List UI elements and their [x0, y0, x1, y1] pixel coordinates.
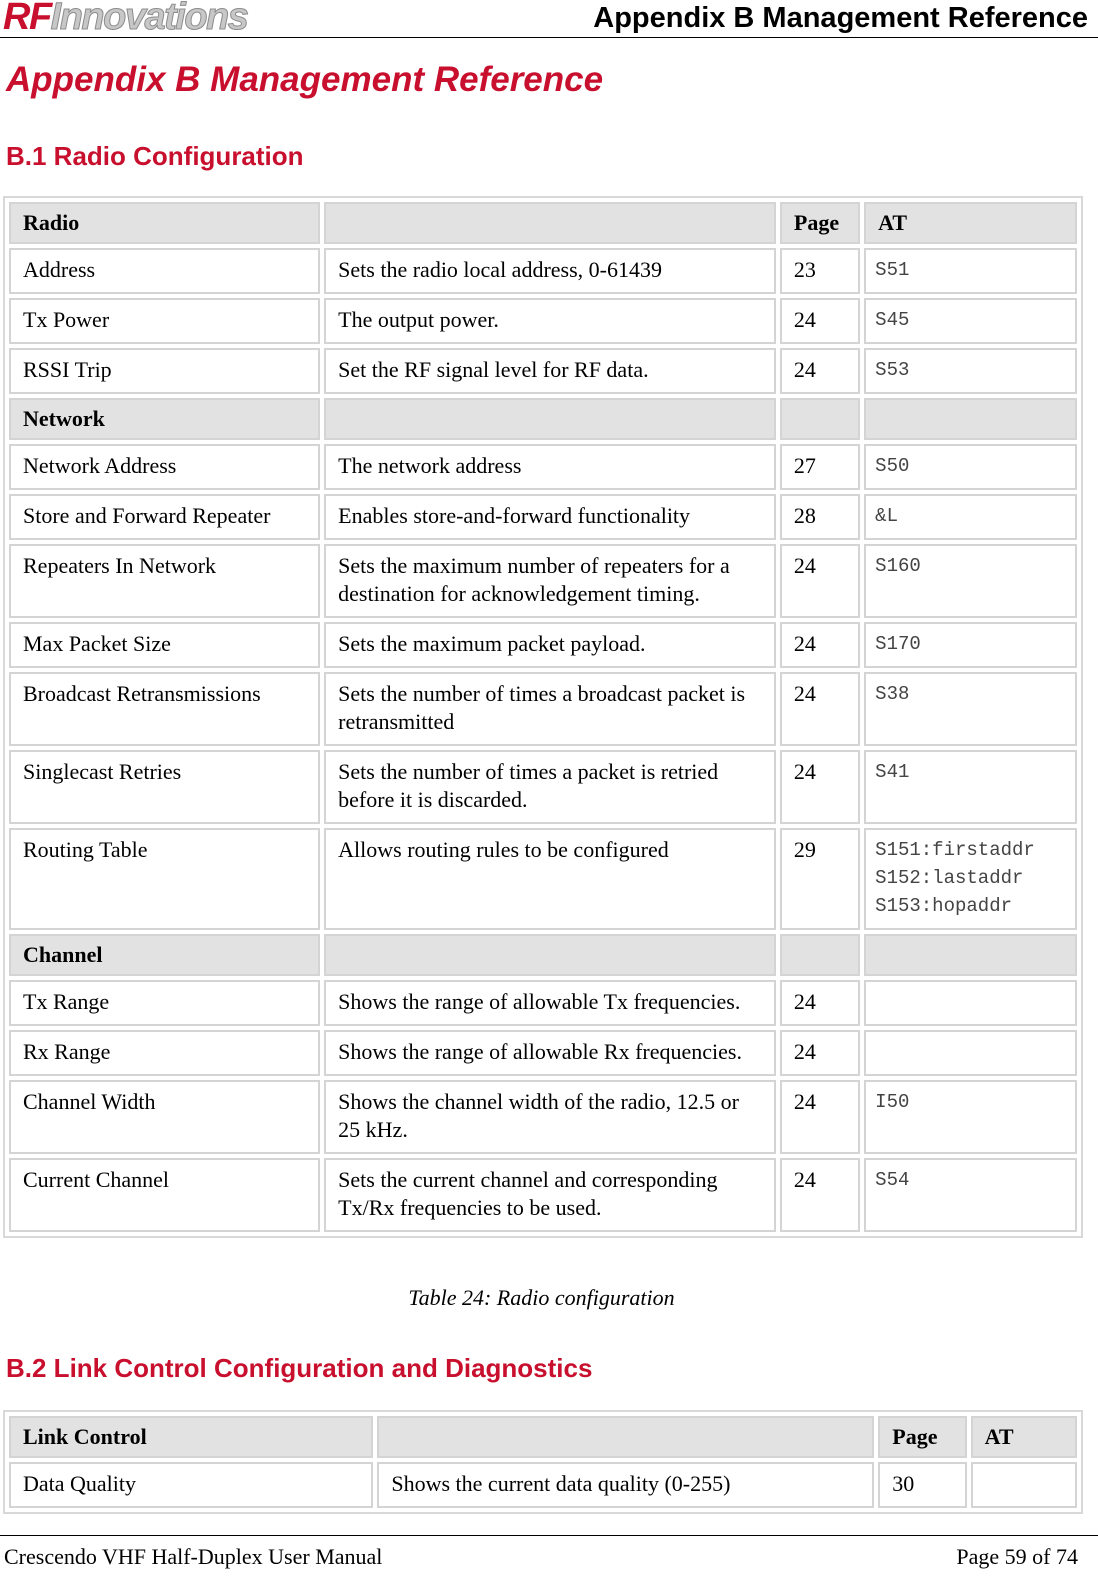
cell-description: Sets the number of times a broadcast packet is retransmitted: [324, 672, 776, 746]
table-row: [9, 672, 1077, 746]
cell-at-command: S50: [864, 444, 1077, 490]
cell-description: [324, 934, 776, 976]
cell-description: Sets the maximum number of repeaters for a destination for acknowledgement timing.: [324, 544, 776, 618]
cell-page: Page: [878, 1416, 966, 1458]
cell-page: 24: [780, 622, 860, 668]
table-group-header: [9, 934, 1077, 976]
page-title: Appendix B Management Reference: [6, 60, 604, 99]
cell-name: Repeaters In Network: [9, 544, 320, 618]
cell-page: 29: [780, 828, 860, 930]
cell-at-command: S151:firstaddr S152:lastaddr S153:hopaddr: [864, 828, 1077, 930]
cell-at-command: S170: [864, 622, 1077, 668]
cell-at-command: S38: [864, 672, 1077, 746]
cell-at-command: [971, 1462, 1077, 1508]
table-row: [9, 348, 1077, 394]
table-row: [9, 494, 1077, 540]
cell-description: Shows the current data quality (0-255): [377, 1462, 874, 1508]
cell-page: 30: [878, 1462, 966, 1508]
page-header: [0, 0, 1098, 38]
cell-at-command: I50: [864, 1080, 1077, 1154]
cell-name: Data Quality: [9, 1462, 373, 1508]
radio-configuration-table: [3, 196, 1083, 1238]
cell-name: Tx Range: [9, 980, 320, 1026]
cell-description: Sets the current channel and corresponding Tx/Rx frequencies to be used.: [324, 1158, 776, 1232]
table-row: [9, 1158, 1077, 1232]
cell-description: [324, 398, 776, 440]
cell-name: Address: [9, 248, 320, 294]
table-row: [9, 444, 1077, 490]
cell-at-command: AT: [864, 202, 1077, 244]
cell-page: Page: [780, 202, 860, 244]
cell-at-command: S54: [864, 1158, 1077, 1232]
cell-description: Sets the maximum packet payload.: [324, 622, 776, 668]
table-row: [9, 248, 1077, 294]
table-row: [9, 544, 1077, 618]
cell-name: Routing Table: [9, 828, 320, 930]
table-row: [9, 1080, 1077, 1154]
table-row: [9, 828, 1077, 930]
table-row: [9, 1462, 1077, 1508]
cell-description: The network address: [324, 444, 776, 490]
cell-at-command: [864, 398, 1077, 440]
footer-page-number: Page 59 of 74: [956, 1544, 1078, 1569]
cell-page: 24: [780, 1080, 860, 1154]
cell-page: 24: [780, 672, 860, 746]
cell-description: Enables store-and-forward functionality: [324, 494, 776, 540]
cell-at-command: S53: [864, 348, 1077, 394]
page-footer: [0, 1535, 1098, 1592]
cell-name: Store and Forward Repeater: [9, 494, 320, 540]
table-row: [9, 980, 1077, 1026]
cell-name: Current Channel: [9, 1158, 320, 1232]
table-row: [9, 622, 1077, 668]
cell-description: [377, 1416, 874, 1458]
cell-page: 24: [780, 750, 860, 824]
cell-name: Radio: [9, 202, 320, 244]
table-row: [9, 1030, 1077, 1076]
cell-page: 24: [780, 544, 860, 618]
cell-page: [780, 398, 860, 440]
cell-page: 28: [780, 494, 860, 540]
cell-page: [780, 934, 860, 976]
table-group-header: [9, 1416, 1077, 1458]
cell-page: 23: [780, 248, 860, 294]
cell-page: 24: [780, 1030, 860, 1076]
cell-name: Network Address: [9, 444, 320, 490]
table-row: [9, 298, 1077, 344]
footer-document-title: Crescendo VHF Half-Duplex User Manual: [4, 1544, 383, 1569]
section-heading-radio-configuration: B.1 Radio Configuration: [6, 141, 304, 171]
cell-description: Allows routing rules to be configured: [324, 828, 776, 930]
cell-page: 24: [780, 298, 860, 344]
link-control-table: [3, 1410, 1083, 1514]
cell-at-command: [864, 1030, 1077, 1076]
cell-description: Sets the radio local address, 0-61439: [324, 248, 776, 294]
cell-name: RSSI Trip: [9, 348, 320, 394]
cell-at-command: S41: [864, 750, 1077, 824]
cell-name: Link Control: [9, 1416, 373, 1458]
cell-description: Shows the range of allowable Tx frequencies.: [324, 980, 776, 1026]
cell-description: The output power.: [324, 298, 776, 344]
cell-name: Tx Power: [9, 298, 320, 344]
cell-description: Shows the channel width of the radio, 12.5 or 25 kHz.: [324, 1080, 776, 1154]
cell-at-command: AT: [971, 1416, 1077, 1458]
cell-page: 27: [780, 444, 860, 490]
cell-at-command: [864, 934, 1077, 976]
cell-name: Network: [9, 398, 320, 440]
cell-name: Broadcast Retransmissions: [9, 672, 320, 746]
cell-description: Sets the number of times a packet is retried before it is discarded.: [324, 750, 776, 824]
cell-page: 24: [780, 348, 860, 394]
cell-page: 24: [780, 980, 860, 1026]
cell-name: Singlecast Retries: [9, 750, 320, 824]
table-group-header: [9, 202, 1077, 244]
cell-at-command: S45: [864, 298, 1077, 344]
table-caption: Table 24: Radio configuration: [408, 1285, 675, 1310]
company-logo: RFInnovations: [3, 0, 248, 38]
table-group-header: [9, 398, 1077, 440]
cell-name: Max Packet Size: [9, 622, 320, 668]
cell-name: Channel: [9, 934, 320, 976]
header-title: Appendix B Management Reference: [593, 2, 1088, 34]
table-row: [9, 750, 1077, 824]
cell-at-command: &L: [864, 494, 1077, 540]
cell-description: [324, 202, 776, 244]
cell-page: 24: [780, 1158, 860, 1232]
cell-at-command: [864, 980, 1077, 1026]
cell-description: Set the RF signal level for RF data.: [324, 348, 776, 394]
cell-at-command: S160: [864, 544, 1077, 618]
cell-at-command: S51: [864, 248, 1077, 294]
cell-name: Channel Width: [9, 1080, 320, 1154]
section-heading-link-control: B.2 Link Control Configuration and Diagnostics: [6, 1353, 593, 1383]
cell-name: Rx Range: [9, 1030, 320, 1076]
cell-description: Shows the range of allowable Rx frequencies.: [324, 1030, 776, 1076]
